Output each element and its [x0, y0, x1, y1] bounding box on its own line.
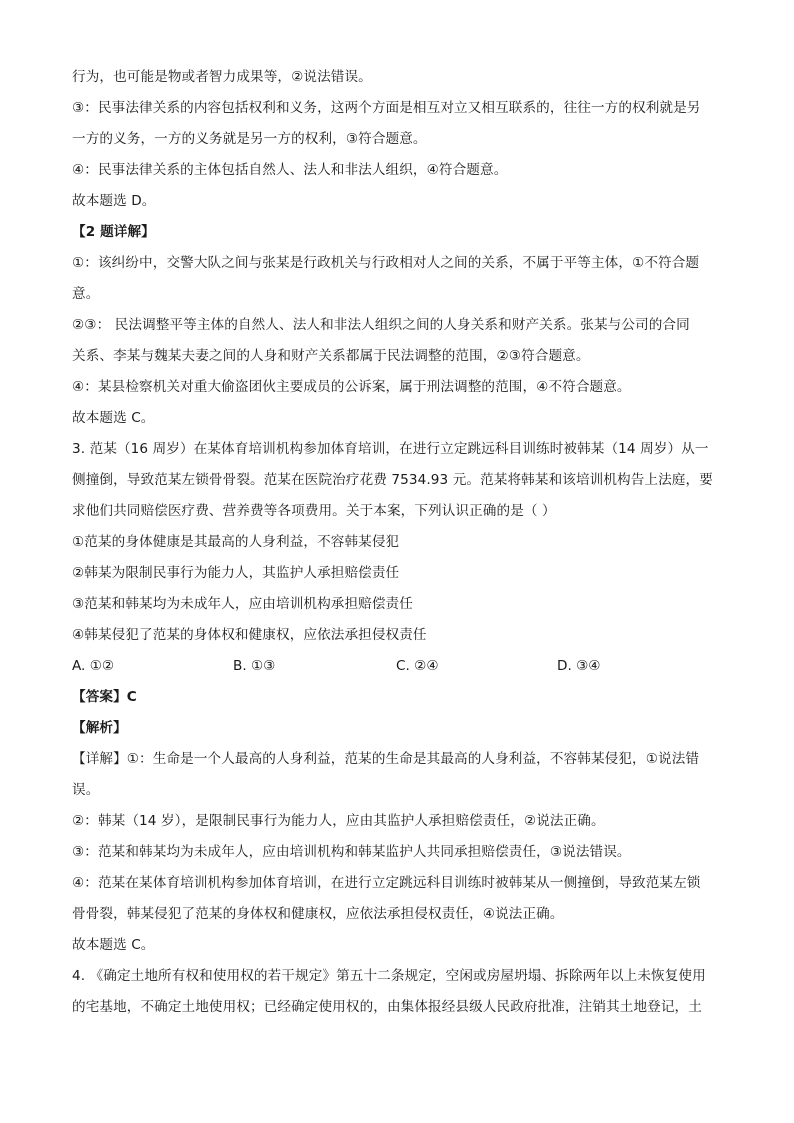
document-body	[72, 62, 724, 1023]
option-d: D. ③④	[557, 658, 601, 674]
question-statement: ③范某和韩某均为未成年人，应由培训机构承担赔偿责任	[72, 596, 413, 612]
text-line: ③：范某和韩某均为未成年人，应由培训机构和韩某监护人共同承担赔偿责任，③说法错误。	[72, 844, 631, 860]
section-heading: 【2 题详解】	[72, 224, 155, 240]
text-line: 故本题选 C。	[72, 937, 155, 953]
question-statement: ④韩某侵犯了范某的身体权和健康权，应依法承担侵权责任	[72, 627, 427, 643]
text-line: ③：民事法律关系的内容包括权利和义务，这两个方面是相互对立又相互联系的，往往一方的权利就是另	[72, 100, 701, 116]
text-line: ②③： 民法调整平等主体的自然人、法人和非法人组织之间的人身关系和财产关系。张某与公司的合同	[72, 317, 690, 333]
text-line: ①：该纠纷中，交警大队之间与张某是行政机关与行政相对人之间的关系，不属于平等主体，①不符合题	[72, 255, 700, 271]
option-a: A. ①②	[72, 658, 115, 674]
text-line: ④：某县检察机关对重大偷盗团伙主要成员的公诉案，属于刑法调整的范围，④不符合题意。	[72, 379, 631, 395]
text-line: 一方的义务，一方的义务就是另一方的权利，③符合题意。	[72, 131, 427, 147]
text-line: 故本题选 C。	[72, 410, 155, 426]
question-stem: 求他们共同赔偿医疗费、营养费等各项费用。关于本案，下列认识正确的是（ ）	[72, 503, 556, 519]
answer-heading: 【答案】C	[72, 689, 137, 705]
question-statement: ①范某的身体健康是其最高的人身利益，不容韩某侵犯	[72, 534, 400, 550]
question-stem: 4. 《确定土地所有权和使用权的若干规定》第五十二条规定，空闲或房屋坍塌、拆除两年以上未恢复使用	[72, 968, 706, 984]
text-line: 【详解】①：生命是一个人最高的人身利益，范某的生命是其最高的人身利益，不容韩某侵犯，①说法错	[72, 751, 700, 767]
text-line: 关系、李某与魏某夫妻之间的人身和财产关系都属于民法调整的范围，②③符合题意。	[72, 348, 590, 364]
option-c: C. ②④	[396, 658, 439, 674]
question-statement: ②韩某为限制民事行为能力人，其监护人承担赔偿责任	[72, 565, 400, 581]
question-stem: 3. 范某（16 周岁）在某体育培训机构参加体育培训，在进行立定跳远科目训练时被韩某（14 周岁）从一	[72, 441, 709, 457]
question-stem: 的宅基地，不确定土地使用权；已经确定使用权的，由集体报经县级人民政府批准，注销其土地登记，土	[72, 999, 702, 1015]
text-line: 误。	[72, 782, 100, 798]
text-line: 故本题选 D。	[72, 193, 156, 209]
text-line: 骨骨裂，韩某侵犯了范某的身体权和健康权，应依法承担侵权责任，④说法正确。	[72, 906, 564, 922]
analysis-heading: 【解析】	[72, 720, 127, 736]
text-line: ④：民事法律关系的主体包括自然人、法人和非法人组织，④符合题意。	[72, 162, 508, 178]
text-line: ④：范某在某体育培训机构参加体育培训，在进行立定跳远科目训练时被韩某从一侧撞倒，导致范某左锁	[72, 875, 701, 891]
text-line: ②：韩某（14 岁），是限制民事行为能力人，应由其监护人承担赔偿责任，②说法正确。	[72, 813, 605, 829]
text-line: 意。	[72, 286, 100, 302]
option-b: B. ①③	[233, 658, 276, 674]
text-line: 行为，也可能是物或者智力成果等，②说法错误。	[72, 69, 372, 85]
question-stem: 侧撞倒，导致范某左锁骨骨裂。范某在医院治疗花费 7534.93 元。范某将韩某和该培训机构告上法庭，要	[72, 472, 713, 488]
answer-options	[72, 651, 724, 682]
